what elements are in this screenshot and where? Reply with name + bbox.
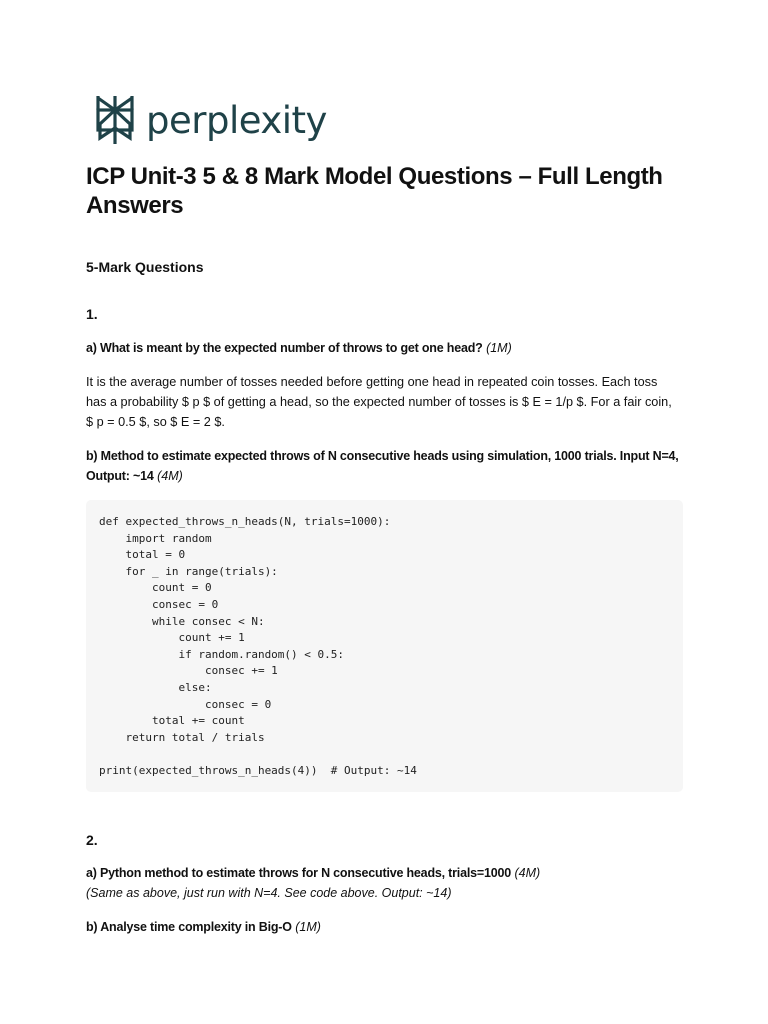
q2b-marks: (1M) [295,920,321,934]
q1b-marks: (4M) [157,469,183,483]
q1a-marks: (1M) [486,341,512,355]
code-block [86,500,683,792]
q2a-marks: (4M) [514,866,541,880]
q1a-answer: It is the average number of tosses needed before getting one head in repeated coin tosses. Each toss has a probability $ p $ of getting a head, so the expected number of tosses is $ E = 1/p $. For a fair coin, $ p = 0.5 $, so $ E = 2 $. [86,375,672,429]
section-heading-5-mark: 5-Mark Questions [86,259,204,275]
perplexity-logo-icon [94,94,136,146]
question-2-number: 2. [86,832,98,848]
q1b-question-text: b) Method to estimate expected throws of N consecutive heads using simulation, 1000 trials. Input N=4, Output: ~14 [86,449,679,483]
document-title: ICP Unit-3 5 & 8 Mark Model Questions – Full Length Answers [86,163,663,219]
perplexity-logo [94,94,327,146]
q2a-note: (Same as above, just run with N=4. See code above. Output: ~14) [86,886,452,900]
brand-name: perplexity [146,98,327,142]
q2b-question [86,917,686,937]
q2a-question [86,863,686,903]
q2b-question-text: b) Analyse time complexity in Big-O [86,920,292,934]
question-1-number: 1. [86,306,98,322]
q1a-question-text: a) What is meant by the expected number of throws to get one head? [86,341,483,355]
code-text: def expected_throws_n_heads(N, trials=1000): import random total = 0 for _ in range(trials): count = 0 consec = 0 while consec < N: count += 1 if random.random() < 0.5: consec += 1 else: consec = 0 total += count return total / trials print(expected_throws_n_heads(4)) # Output: ~14 [99,515,417,777]
q2a-question-text: a) Python method to estimate throws for N consecutive heads, trials=1000 [86,866,511,880]
q1b-question [86,446,686,486]
q1a-question [86,338,686,358]
